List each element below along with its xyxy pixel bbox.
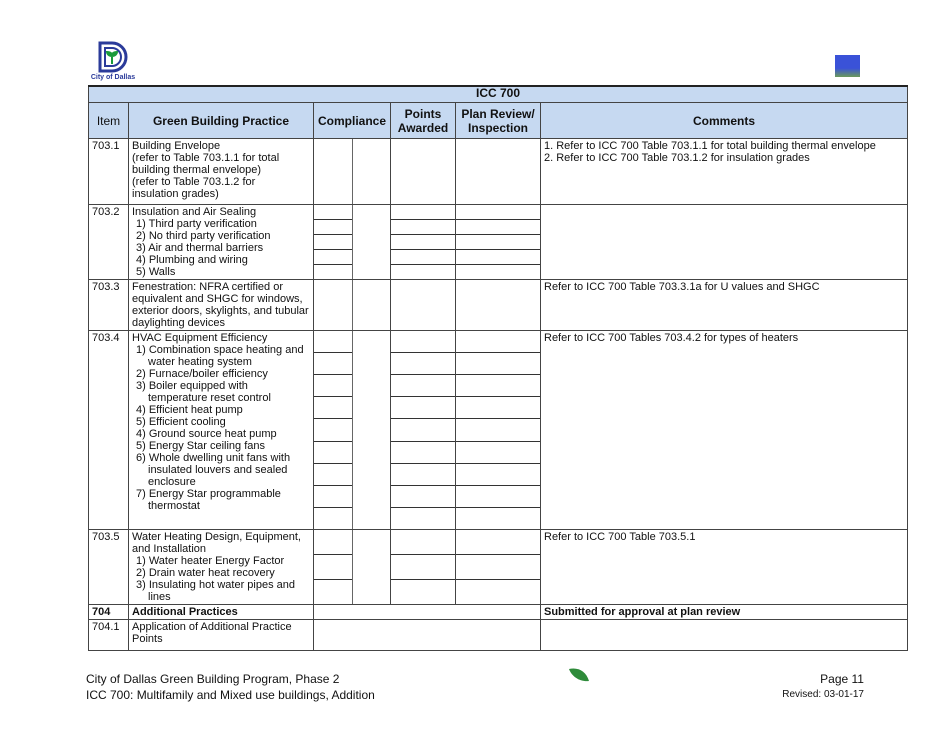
points-cell[interactable] [391, 530, 456, 605]
practice-title: Additional Practices [132, 606, 238, 618]
practice-item: 5) Efficient cooling [136, 416, 226, 428]
practice-title: Water Heating Design, Equipment, and Installation [132, 531, 301, 555]
col-points: Points Awarded [391, 103, 456, 139]
item-number: 704.1 [89, 620, 129, 651]
plan-review-cell[interactable] [456, 205, 541, 280]
comment-line: Submitted for approval at plan review [544, 606, 741, 618]
practice-item: 4) Efficient heat pump [136, 404, 243, 416]
points-cell[interactable] [391, 331, 456, 530]
table-row [89, 139, 908, 205]
practice-item: 4) Plumbing and wiring [136, 254, 248, 266]
practice-item: 3) Boiler equipped with temperature reset control [136, 380, 271, 404]
plan-review-cell[interactable] [456, 139, 541, 205]
revised-date: Revised: 03-01-17 [782, 689, 864, 700]
table-row [89, 530, 908, 605]
practice-line: (refer to Table 703.1.2 for [132, 176, 256, 188]
practice-cell [129, 605, 314, 620]
practice-cell [129, 280, 314, 331]
page-number: Page 11 [820, 672, 864, 686]
practice-cell [129, 620, 314, 651]
city-of-dallas-logo [86, 40, 140, 84]
footer [86, 671, 864, 713]
comments-cell [541, 530, 908, 605]
comment-line: 1. Refer to ICC 700 Table 703.1.1 for total building thermal envelope [544, 140, 876, 152]
practice-line: insulation grades) [132, 188, 219, 200]
comment-line: Refer to ICC 700 Table 703.5.1 [544, 531, 696, 543]
col-practice: Green Building Practice [129, 103, 314, 139]
logo-text: City of Dallas [90, 74, 136, 81]
band-title: ICC 700 [89, 86, 908, 103]
practice-item: 2) Furnace/boiler efficiency [136, 368, 268, 380]
comment-line: Refer to ICC 700 Tables 703.4.2 for types of heaters [544, 332, 799, 344]
practice-item: 2) Drain water heat recovery [136, 567, 275, 579]
practice-item: 1) Water heater Energy Factor [136, 555, 285, 567]
footer-line2: ICC 700: Multifamily and Mixed use buildings, Addition [86, 688, 375, 702]
comments-cell [541, 605, 908, 620]
practice-item: 5) Walls [136, 266, 176, 278]
comment-line: Refer to ICC 700 Table 703.3.1a for U values and SHGC [544, 281, 820, 293]
item-number: 703.5 [89, 530, 129, 605]
practice-item: 6) Whole dwelling unit fans with insulated louvers and sealed enclosure [136, 452, 291, 488]
compliance-cell[interactable] [314, 530, 391, 605]
col-plan-review: Plan Review/ Inspection [456, 103, 541, 139]
leaf-icon [568, 667, 590, 683]
plan-review-cell[interactable] [456, 530, 541, 605]
practice-item: 7) Energy Star programmable thermostat [136, 488, 281, 512]
footer-line1: City of Dallas Green Building Program, Phase 2 [86, 672, 340, 686]
compliance-cell[interactable] [314, 205, 391, 280]
practice-item: 1) Third party verification [136, 218, 257, 230]
table-row [89, 331, 908, 530]
compliance-cell[interactable] [314, 139, 391, 205]
practice-item: 4) Ground source heat pump [136, 428, 277, 440]
plan-review-cell[interactable] [456, 280, 541, 331]
practice-title: Insulation and Air Sealing [132, 206, 257, 218]
practice-item: 2) No third party verification [136, 230, 271, 242]
col-item: Item [89, 103, 129, 139]
practice-cell [129, 331, 314, 530]
item-number: 704 [89, 605, 129, 620]
merged-cell [314, 605, 541, 620]
comments-cell [541, 620, 908, 651]
table-row [89, 280, 908, 331]
comments-cell [541, 280, 908, 331]
item-number: 703.3 [89, 280, 129, 331]
compliance-cell[interactable] [314, 280, 391, 331]
compliance-cell[interactable] [314, 331, 391, 530]
practice-line: building thermal envelope) [132, 164, 262, 176]
points-cell[interactable] [391, 280, 456, 331]
footer-left [86, 671, 375, 703]
merged-cell [314, 620, 541, 651]
practice-cell [129, 139, 314, 205]
col-compliance: Compliance [314, 103, 391, 139]
table-row [89, 620, 908, 651]
footer-right [782, 671, 864, 703]
dallas-d-icon [96, 40, 130, 74]
practice-item: 5) Energy Star ceiling fans [136, 440, 266, 452]
item-number: 703.1 [89, 139, 129, 205]
practice-item: 1) Combination space heating and water heating system [136, 344, 304, 368]
practice-cell [129, 530, 314, 605]
item-number: 703.4 [89, 331, 129, 530]
practice-cell [129, 205, 314, 280]
practice-item: 3) Insulating hot water pipes and lines [136, 579, 295, 603]
comments-cell [541, 205, 908, 280]
table-row [89, 205, 908, 280]
practice-line: (refer to Table 703.1.1 for total [132, 152, 280, 164]
points-cell[interactable] [391, 139, 456, 205]
comments-cell [541, 331, 908, 530]
icc700-table [88, 85, 908, 651]
practice-title: HVAC Equipment Efficiency [132, 332, 268, 344]
col-comments: Comments [541, 103, 908, 139]
comment-line: 2. Refer to ICC 700 Table 703.1.2 for insulation grades [544, 152, 810, 164]
practice-title: Building Envelope [132, 140, 221, 152]
green-program-badge-icon [835, 55, 860, 77]
comments-cell [541, 139, 908, 205]
practice-title: Application of Additional Practice Points [132, 621, 292, 645]
points-cell[interactable] [391, 205, 456, 280]
plan-review-cell[interactable] [456, 331, 541, 530]
table-row [89, 605, 908, 620]
practice-title: Fenestration: NFRA certified or equivalent and SHGC for windows, exterior doors, skylights, and tubular daylighting devices [132, 281, 309, 329]
practice-item: 3) Air and thermal barriers [136, 242, 264, 254]
item-number: 703.2 [89, 205, 129, 280]
